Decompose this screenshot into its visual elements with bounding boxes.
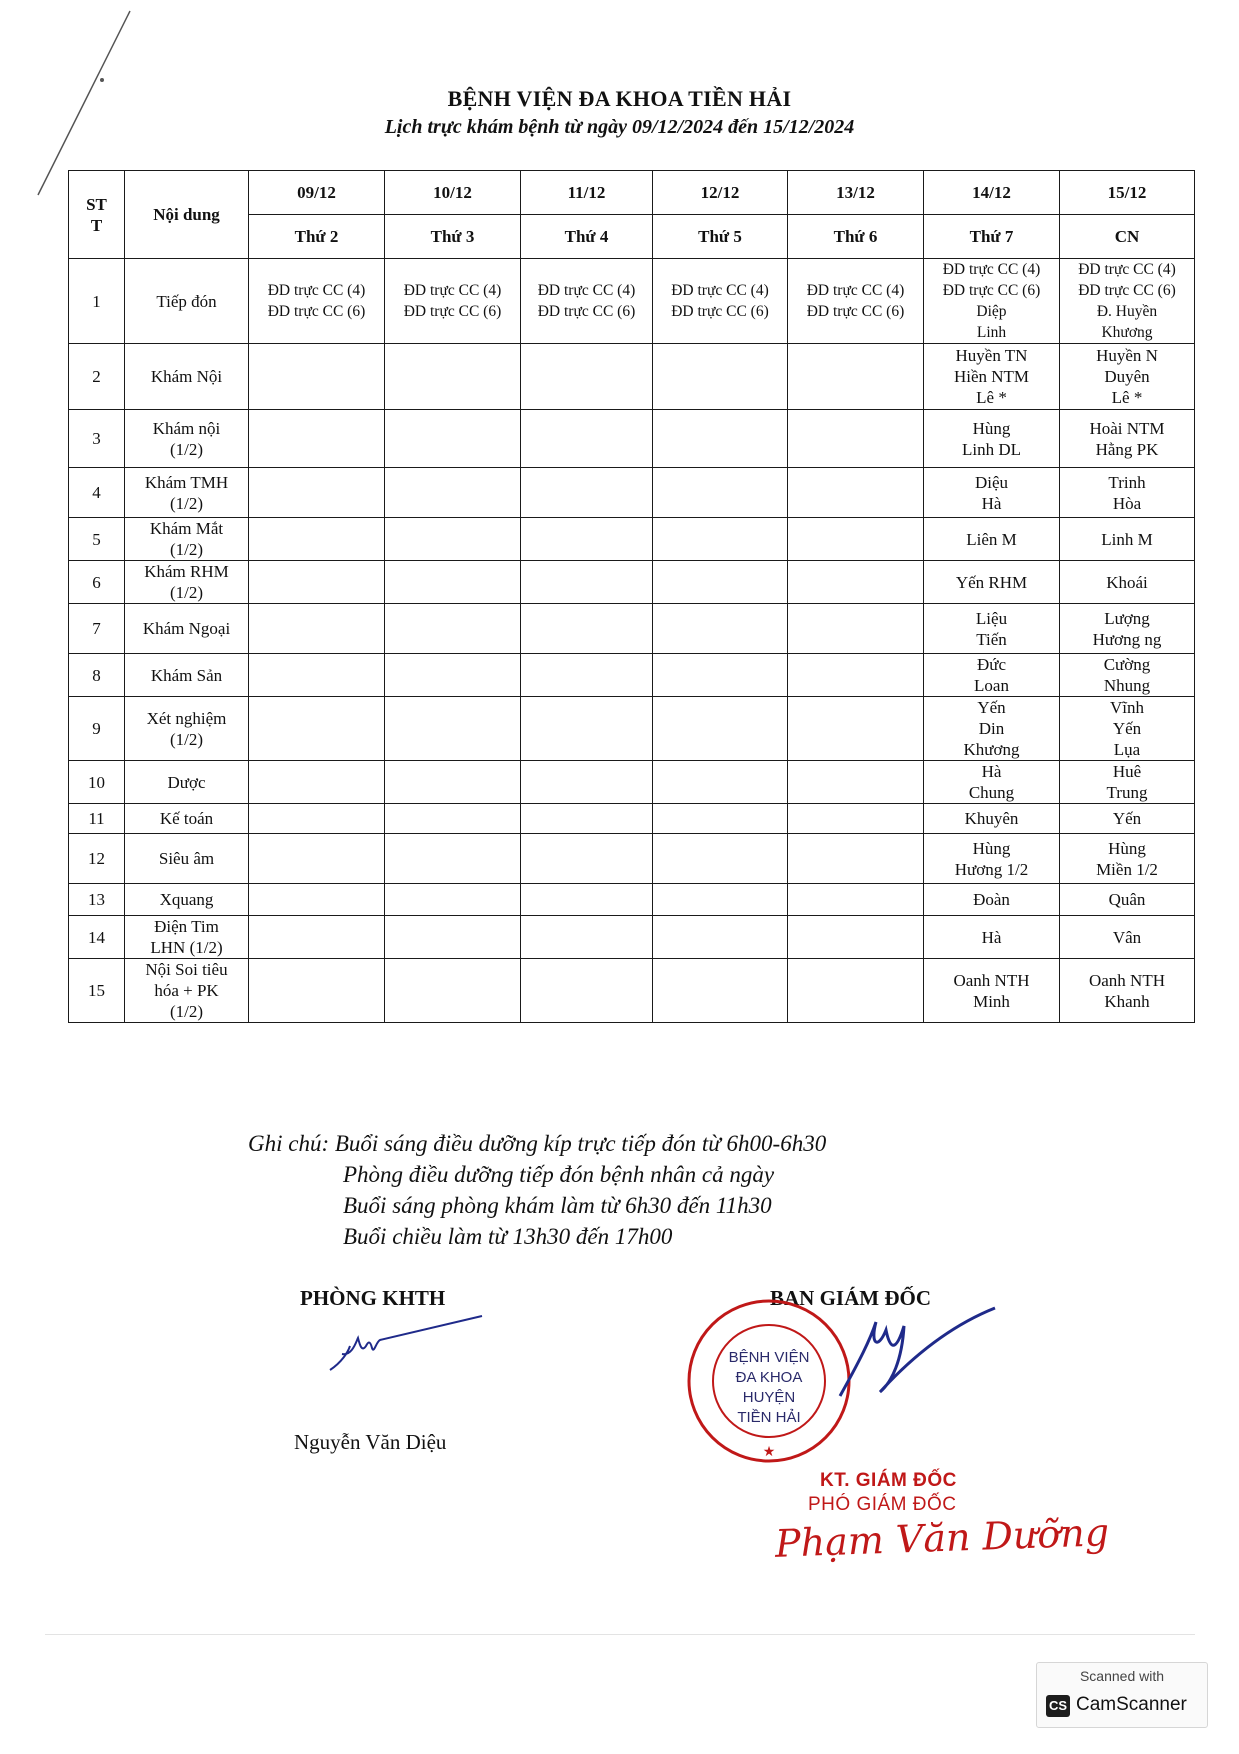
row-number: 4: [69, 468, 125, 518]
table-row: [69, 604, 1195, 654]
schedule-cell: [249, 697, 385, 761]
header-weekday: Thứ 7: [924, 215, 1060, 259]
svg-text:BỆNH VIỆN: BỆNH VIỆN: [728, 1349, 810, 1366]
schedule-cell: ĐD trực CC (4) ĐD trực CC (6): [385, 259, 521, 344]
schedule-cell: Đoàn: [924, 884, 1060, 916]
schedule-cell: [385, 410, 521, 468]
schedule-cell: Hoài NTM Hằng PK: [1060, 410, 1195, 468]
schedule-cell: [521, 604, 653, 654]
table-row: [69, 259, 1195, 344]
schedule-cell: ĐD trực CC (4) ĐD trực CC (6) Đ. Huyền Khương: [1060, 259, 1195, 344]
schedule-cell: [521, 834, 653, 884]
schedule-cell: [653, 344, 788, 410]
row-number: 6: [69, 561, 125, 604]
notes-block: [248, 1128, 826, 1252]
schedule-cell: [385, 959, 521, 1023]
schedule-cell: [521, 518, 653, 561]
schedule-cell: [788, 697, 924, 761]
schedule-cell: Liệu Tiến: [924, 604, 1060, 654]
svg-text:★: ★: [762, 1445, 776, 1460]
schedule-cell: [788, 654, 924, 697]
header-date: 10/12: [385, 171, 521, 215]
watermark-caption: Scanned with: [1079, 1668, 1165, 1684]
row-content: Khám RHM (1/2): [125, 561, 249, 604]
schedule-cell: [788, 344, 924, 410]
row-number: 12: [69, 834, 125, 884]
schedule-cell: [385, 916, 521, 959]
row-number: 10: [69, 761, 125, 804]
schedule-cell: [521, 761, 653, 804]
row-number: 14: [69, 916, 125, 959]
table-row: [69, 468, 1195, 518]
schedule-cell: [385, 518, 521, 561]
header-weekday: Thứ 5: [653, 215, 788, 259]
page-subtitle: Lịch trực khám bệnh từ ngày 09/12/2024 đến 15/12/2024: [384, 116, 855, 138]
header-date: 13/12: [788, 171, 924, 215]
row-number: 5: [69, 518, 125, 561]
schedule-table: [68, 170, 1195, 1023]
schedule-cell: [521, 344, 653, 410]
header-weekday: Thứ 4: [521, 215, 653, 259]
schedule-cell: [653, 697, 788, 761]
schedule-cell: Huyền TN Hiền NTM Lê *: [924, 344, 1060, 410]
schedule-cell: [653, 410, 788, 468]
schedule-cell: Vân: [1060, 916, 1195, 959]
stamp-signer-name: Phạm Văn Dưỡng: [774, 1510, 1110, 1566]
schedule-cell: Khuyên: [924, 804, 1060, 834]
row-content: Siêu âm: [125, 834, 249, 884]
stamp-title-line1: KT. GIÁM ĐỐC: [820, 1470, 957, 1491]
schedule-cell: Cường Nhung: [1060, 654, 1195, 697]
table-row: [69, 804, 1195, 834]
schedule-cell: [788, 561, 924, 604]
schedule-cell: [521, 654, 653, 697]
schedule-cell: Hùng Hương 1/2: [924, 834, 1060, 884]
schedule-cell: [385, 561, 521, 604]
header-date: 09/12: [249, 171, 385, 215]
schedule-cell: [788, 884, 924, 916]
schedule-cell: [249, 916, 385, 959]
schedule-cell: [653, 468, 788, 518]
schedule-cell: Oanh NTH Minh: [924, 959, 1060, 1023]
schedule-cell: [653, 604, 788, 654]
schedule-cell: [249, 561, 385, 604]
row-content: Khám Mắt (1/2): [125, 518, 249, 561]
row-content: Khám TMH (1/2): [125, 468, 249, 518]
schedule-cell: [385, 884, 521, 916]
row-content: Nội Soi tiêu hóa + PK (1/2): [125, 959, 249, 1023]
schedule-cell: Lượng Hương ng: [1060, 604, 1195, 654]
table-row: [69, 344, 1195, 410]
schedule-cell: [653, 959, 788, 1023]
schedule-cell: Yến: [1060, 804, 1195, 834]
header-date: 12/12: [653, 171, 788, 215]
schedule-cell: [385, 604, 521, 654]
schedule-cell: [653, 654, 788, 697]
row-number: 15: [69, 959, 125, 1023]
table-row: [69, 884, 1195, 916]
schedule-cell: [521, 697, 653, 761]
schedule-cell: [788, 410, 924, 468]
header-date: 11/12: [521, 171, 653, 215]
table-row: [69, 410, 1195, 468]
schedule-cell: [249, 959, 385, 1023]
right-signature-icon: [830, 1300, 1000, 1410]
schedule-cell: [249, 654, 385, 697]
table-row: [69, 959, 1195, 1023]
schedule-cell: ĐD trực CC (4) ĐD trực CC (6): [249, 259, 385, 344]
schedule-cell: [788, 959, 924, 1023]
schedule-cell: [385, 761, 521, 804]
schedule-cell: [653, 884, 788, 916]
table-row: [69, 697, 1195, 761]
schedule-cell: Huê Trung: [1060, 761, 1195, 804]
watermark-brand: CamScanner: [1076, 1694, 1187, 1715]
schedule-cell: Hà Chung: [924, 761, 1060, 804]
row-content: Khám Nội: [125, 344, 249, 410]
schedule-cell: [385, 654, 521, 697]
schedule-cell: Oanh NTH Khanh: [1060, 959, 1195, 1023]
row-content: Khám Ngoại: [125, 604, 249, 654]
schedule-cell: [653, 804, 788, 834]
header-date: 14/12: [924, 171, 1060, 215]
header-weekday: Thứ 6: [788, 215, 924, 259]
schedule-cell: ĐD trực CC (4) ĐD trực CC (6) Diệp Linh: [924, 259, 1060, 344]
schedule-cell: [385, 344, 521, 410]
left-signer-name: Nguyễn Văn Diệu: [294, 1430, 447, 1454]
svg-text:HUYỆN: HUYỆN: [742, 1389, 796, 1406]
schedule-cell: [521, 468, 653, 518]
schedule-cell: ĐD trực CC (4) ĐD trực CC (6): [653, 259, 788, 344]
row-number: 9: [69, 697, 125, 761]
schedule-cell: [521, 916, 653, 959]
schedule-cell: [249, 410, 385, 468]
schedule-cell: Hùng Linh DL: [924, 410, 1060, 468]
schedule-cell: ĐD trực CC (4) ĐD trực CC (6): [788, 259, 924, 344]
schedule-cell: [653, 561, 788, 604]
row-content: Kế toán: [125, 804, 249, 834]
left-signature-icon: [322, 1312, 487, 1382]
schedule-cell: [385, 697, 521, 761]
table-row: [69, 518, 1195, 561]
table-row: [69, 654, 1195, 697]
header-stt: ST T: [69, 171, 125, 259]
row-content: Khám nội (1/2): [125, 410, 249, 468]
schedule-cell: Hà: [924, 916, 1060, 959]
header-date: 15/12: [1060, 171, 1195, 215]
schedule-cell: Huyền N Duyên Lê *: [1060, 344, 1195, 410]
schedule-cell: [653, 518, 788, 561]
schedule-cell: [653, 761, 788, 804]
schedule-cell: [788, 804, 924, 834]
note-line: Ghi chú: Buổi sáng điều dưỡng kíp trực tiếp đón từ 6h00-6h30: [248, 1131, 827, 1156]
row-content: Xquang: [125, 884, 249, 916]
row-number: 8: [69, 654, 125, 697]
schedule-cell: [249, 518, 385, 561]
svg-text:ĐA KHOA: ĐA KHOA: [735, 1369, 803, 1386]
schedule-cell: [788, 916, 924, 959]
row-number: 3: [69, 410, 125, 468]
schedule-cell: [521, 804, 653, 834]
note-line: Buổi chiều làm từ 13h30 đến 17h00: [343, 1224, 673, 1249]
schedule-cell: [788, 834, 924, 884]
header-weekday: CN: [1060, 215, 1195, 259]
header-weekday: Thứ 3: [385, 215, 521, 259]
header-weekday: Thứ 2: [249, 215, 385, 259]
svg-text:TIỀN HẢI: TIỀN HẢI: [737, 1409, 801, 1426]
schedule-cell: Hùng Miền 1/2: [1060, 834, 1195, 884]
row-number: 7: [69, 604, 125, 654]
schedule-cell: [249, 834, 385, 884]
row-number: 2: [69, 344, 125, 410]
schedule-cell: [788, 761, 924, 804]
schedule-cell: [521, 561, 653, 604]
schedule-cell: [788, 518, 924, 561]
schedule-cell: [788, 604, 924, 654]
row-number: 13: [69, 884, 125, 916]
schedule-cell: [249, 884, 385, 916]
schedule-cell: Quân: [1060, 884, 1195, 916]
schedule-cell: Trinh Hòa: [1060, 468, 1195, 518]
row-number: 11: [69, 804, 125, 834]
header-content: Nội dung: [125, 171, 249, 259]
schedule-cell: [385, 804, 521, 834]
row-content: Dược: [125, 761, 249, 804]
row-content: Điện Tim LHN (1/2): [125, 916, 249, 959]
table-row: [69, 834, 1195, 884]
footer-divider: [45, 1634, 1195, 1635]
schedule-cell: ĐD trực CC (4) ĐD trực CC (6): [521, 259, 653, 344]
schedule-cell: Yến Din Khương: [924, 697, 1060, 761]
schedule-cell: Yến RHM: [924, 561, 1060, 604]
table-row: [69, 761, 1195, 804]
note-line: Phòng điều dưỡng tiếp đón bệnh nhân cả ngày: [343, 1162, 775, 1187]
schedule-cell: [521, 410, 653, 468]
schedule-cell: [385, 834, 521, 884]
schedule-cell: [249, 804, 385, 834]
schedule-cell: [521, 884, 653, 916]
stamp-title-line2: PHÓ GIÁM ĐỐC: [808, 1494, 957, 1515]
row-content: Tiếp đón: [125, 259, 249, 344]
table-row: [69, 561, 1195, 604]
row-content: Xét nghiệm (1/2): [125, 697, 249, 761]
schedule-cell: [653, 916, 788, 959]
table-row: [69, 916, 1195, 959]
schedule-cell: [788, 468, 924, 518]
note-line: Buổi sáng phòng khám làm từ 6h30 đến 11h30: [343, 1193, 772, 1218]
seal-stamp-icon: [684, 1296, 854, 1466]
schedule-cell: Diệu Hà: [924, 468, 1060, 518]
schedule-cell: Liên M: [924, 518, 1060, 561]
schedule-cell: [249, 761, 385, 804]
schedule-cell: [521, 959, 653, 1023]
schedule-cell: [385, 468, 521, 518]
schedule-cell: [249, 468, 385, 518]
page-title: BỆNH VIỆN ĐA KHOA TIỀN HẢI: [447, 86, 792, 111]
schedule-cell: [249, 604, 385, 654]
schedule-cell: Khoái: [1060, 561, 1195, 604]
schedule-cell: Đức Loan: [924, 654, 1060, 697]
schedule-cell: [653, 834, 788, 884]
camscanner-logo-icon: CS: [1046, 1695, 1070, 1717]
row-number: 1: [69, 259, 125, 344]
row-content: Khám Sản: [125, 654, 249, 697]
left-signer-title: PHÒNG KHTH: [300, 1286, 446, 1310]
schedule-cell: Linh M: [1060, 518, 1195, 561]
right-signer-title: BAN GIÁM ĐỐC: [770, 1286, 931, 1310]
camscanner-watermark: [1036, 1662, 1208, 1728]
schedule-cell: Vĩnh Yến Lụa: [1060, 697, 1195, 761]
schedule-cell: [249, 344, 385, 410]
